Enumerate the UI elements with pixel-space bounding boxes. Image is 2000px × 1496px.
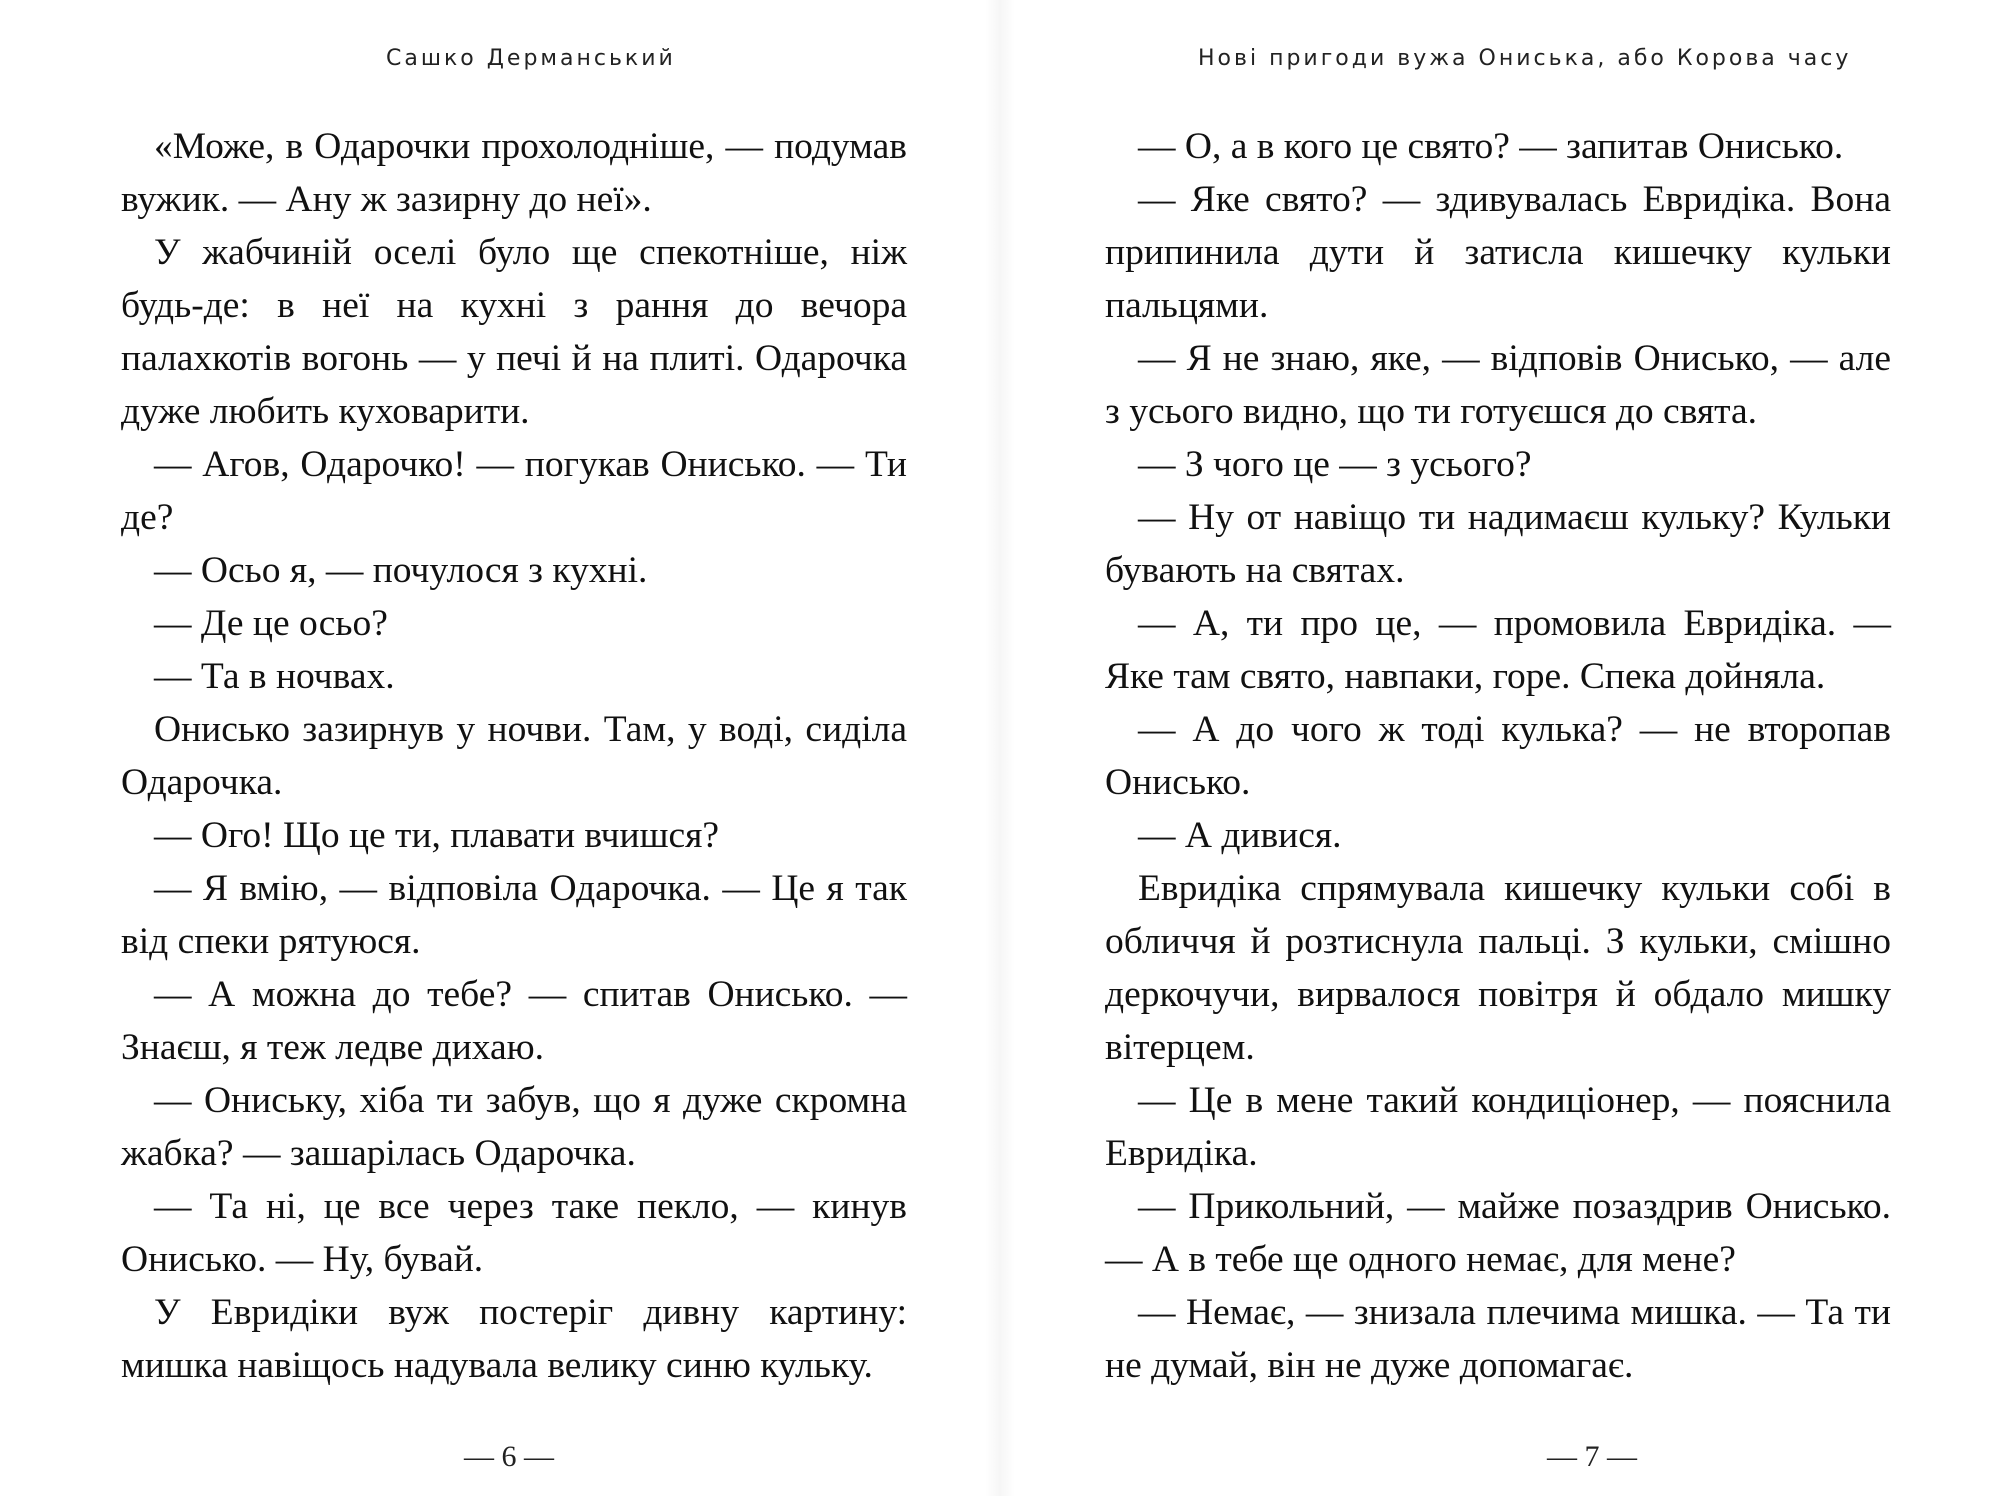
paragraph: — А, ти про це, — промовила Евридіка. — Яке там свято, навпаки, горе. Спека дойняла. bbox=[1105, 603, 1891, 697]
paragraph: — Я вмію, — відповіла Одарочка. — Це я так від спеки рятуюся. bbox=[121, 868, 907, 962]
paragraph: — А можна до тебе? — спитав Онисько. — Знаєш, я теж ледве дихаю. bbox=[121, 974, 907, 1068]
paragraph: — Це в мене такий кондиціонер, — пояснила Евридіка. bbox=[1105, 1080, 1891, 1174]
page-number-left: — 6 — bbox=[464, 1440, 554, 1473]
paragraph: Евридіка спрямувала кишечку кульки собі в обличчя й розтиснула пальці. З кульки, смішно деркочучи, вирвалося повітря й обдало мишку вітерцем. bbox=[1105, 868, 1891, 1068]
paragraph: — Де це осьо? bbox=[154, 603, 388, 644]
paragraph: — А до чого ж тоді кулька? — не второпав Онисько. bbox=[1105, 709, 1891, 803]
paragraph: — Агов, Одарочко! — погукав Онисько. — Ти де? bbox=[121, 444, 907, 538]
paragraph: — А дивися. bbox=[1138, 815, 1342, 856]
paragraph: У Евридіки вуж постеріг дивну картину: мишка навіщось надувала велику синю кульку. bbox=[121, 1292, 907, 1386]
paragraph: — Ого! Що це ти, плавати вчишся? bbox=[154, 815, 720, 856]
paragraph: — Я не знаю, яке, — відповів Онисько, — але з усього видно, що ти готуєшся до свята. bbox=[1105, 338, 1891, 432]
paragraph: У жабчиній оселі було ще спекотніше, ніж будь-де: в неї на кухні з рання до вечора палахкотів вогонь — у печі й на плиті. Одарочка дуже любить куховарити. bbox=[121, 232, 907, 432]
paragraph: — Ониську, хіба ти забув, що я дуже скромна жабка? — зашарілась Одарочка. bbox=[121, 1080, 907, 1174]
paragraph: — Прикольний, — майже позаздрив Онисько. — А в тебе ще одного немає, для мене? bbox=[1105, 1186, 1891, 1280]
paragraph: — Ну от навіщо ти надимаєш кульку? Кульки бувають на святах. bbox=[1105, 497, 1891, 591]
paragraph: — Та ні, це все через таке пекло, — кинув Онисько. — Ну, бувай. bbox=[121, 1186, 907, 1280]
paragraph: — З чого це — з усього? bbox=[1138, 444, 1532, 485]
right-text-block bbox=[1105, 120, 1891, 1392]
left-text-block bbox=[121, 120, 907, 1392]
page-number-right: — 7 — bbox=[1547, 1440, 1637, 1473]
paragraph: — О, а в кого це свято? — запитав Онисько. bbox=[1138, 126, 1844, 167]
running-head-title: Нові пригоди вужа Ониська, або Корова часу bbox=[1198, 46, 1852, 71]
paragraph: «Може, в Одарочки прохолодніше, — подумав вужик. — Ану ж зазирну до неї». bbox=[121, 126, 907, 220]
paragraph: — Яке свято? — здивувалась Евридіка. Вона припинила дути й затисла кишечку кульки пальцями. bbox=[1105, 179, 1891, 326]
paragraph: — Та в ночвах. bbox=[154, 656, 395, 697]
paragraph: — Немає, — знизала плечима мишка. — Та ти не думай, він не дуже допомагає. bbox=[1105, 1292, 1891, 1386]
paragraph: — Осьо я, — почулося з кухні. bbox=[154, 550, 648, 591]
right-page bbox=[1000, 0, 2000, 1496]
running-head-author: Сашко Дерманський bbox=[386, 46, 676, 71]
paragraph: Онисько зазирнув у ночви. Там, у воді, сиділа Одарочка. bbox=[121, 709, 907, 803]
